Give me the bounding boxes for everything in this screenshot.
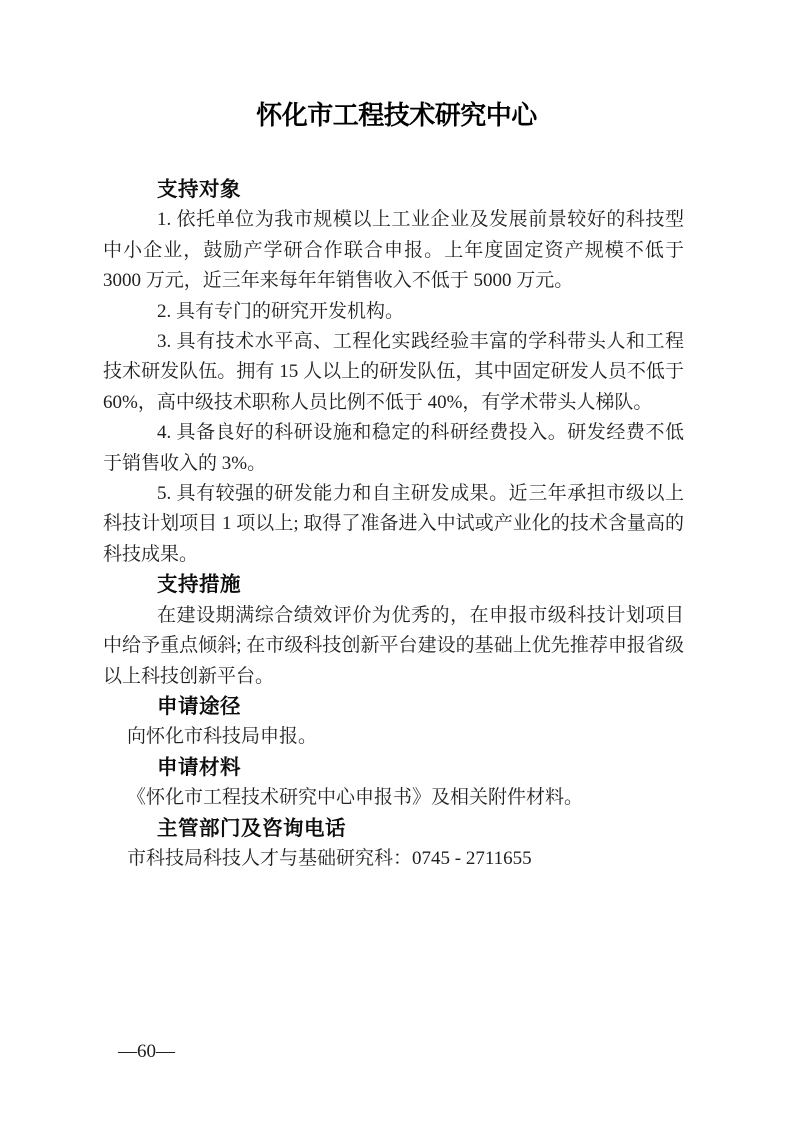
section-heading-authority-contact: 主管部门及咨询电话 <box>157 816 346 840</box>
section-heading-application-channel: 申请途径 <box>157 694 241 718</box>
section-heading-support-measures: 支持措施 <box>157 573 241 597</box>
page-number: —60— <box>118 1041 175 1062</box>
document-title: 怀化市工程技术研究中心 <box>256 101 537 130</box>
paragraph-authority-contact-phone: 市科技局科技人才与基础研究科：0745 - 2711655 <box>127 847 532 869</box>
paragraph-support-target-4: 4. 具备良好的科研设施和稳定的科研经费投入。研发经费不低于销售收入的 3%。 <box>103 422 684 474</box>
section-heading-support-targets: 支持对象 <box>157 178 241 201</box>
paragraph-application-materials: 《怀化市工程技术研究中心申报书》及相关附件材料。 <box>127 787 584 809</box>
paragraph-support-target-5: 5. 具有较强的研发能力和自主研发成果。近三年承担市级以上科技计划项目 1 项以上; 取得了准备进入中试或产业化的技术含量高的科技成果。 <box>103 483 684 565</box>
paragraph-support-target-3: 3. 具有技术水平高、工程化实践经验丰富的学科带头人和工程技术研发队伍。拥有 15 人以上的研发队伍，其中固定研发人员不低于 60%，高中级技术职称人员比例不低于 40%，有学术带头人梯队。 <box>103 331 684 413</box>
document-body <box>103 175 684 874</box>
paragraph-support-target-1: 1. 依托单位为我市规模以上工业企业及发展前景较好的科技型中小企业，鼓励产学研合作联合申报。上年度固定资产规模不低于 3000 万元，近三年来每年年销售收入不低于 5000 万元。 <box>103 209 684 292</box>
paragraph-support-target-2: 2. 具有专门的研究开发机构。 <box>157 300 405 322</box>
paragraph-support-measures: 在建设期满综合绩效评价为优秀的，在申报市级科技计划项目中给予重点倾斜; 在市级科技创新平台建设的基础上优先推荐申报省级以上科技创新平台。 <box>103 604 684 687</box>
paragraph-application-channel: 向怀化市科技局申报。 <box>127 726 318 748</box>
section-heading-application-materials: 申请材料 <box>157 755 241 779</box>
